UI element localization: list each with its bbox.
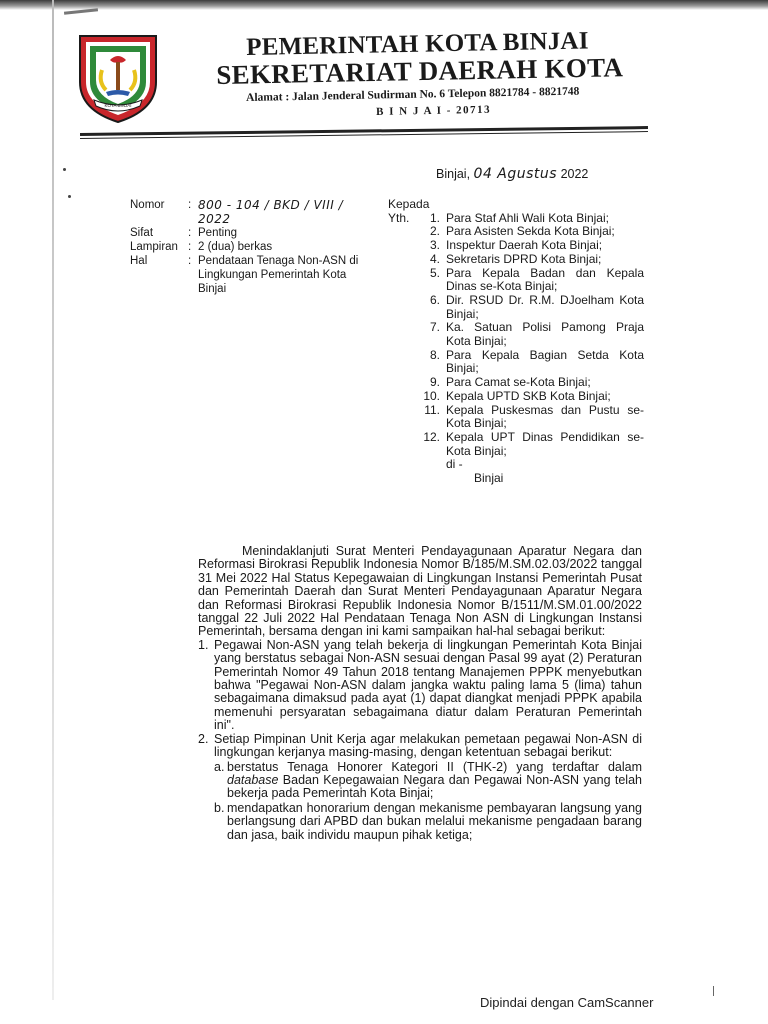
- meta-key: Lampiran: [130, 241, 178, 253]
- recipient-text: Inspektur Daerah Kota Binjai;: [446, 238, 603, 253]
- page-left-shadow: [52, 0, 54, 1000]
- recipient-list: [388, 198, 644, 486]
- letterhead-address: Alamat : Jalan Jenderal Sudirman No. 6 Telepon 8821784 - 8821748: [246, 85, 580, 104]
- recipient-text: Kepala UPTD SKB Kota Binjai;: [446, 388, 611, 403]
- recipient-header: Kepada: [388, 197, 430, 211]
- point-number: 1.: [198, 637, 209, 652]
- list-item: [388, 253, 644, 267]
- sub-text-italic: database: [227, 772, 279, 787]
- point-text: Setiap Pimpinan Unit Kerja agar melakukan pemetaan pegawai Non-ASN di lingkungan kerjanya masing-masing, dengan ketentuan sebagai berikut:: [214, 731, 642, 760]
- meta-sep: :: [188, 241, 192, 253]
- recipient-num: 4.: [429, 251, 440, 266]
- recipient-text: Sekretaris DPRD Kota Binjai;: [446, 251, 602, 266]
- sub-point-b: [214, 802, 642, 842]
- meta-value-sifat: Penting: [198, 227, 238, 239]
- date-place: Binjai,: [436, 167, 471, 181]
- meta-sep: :: [188, 255, 192, 267]
- sub-text: mendapatkan honorarium dengan mekanisme pembayaran langsung yang berlangsung dari APBD dan bukan melalui mekanisme pengadaan barang dan jasa, baik individu maupun pihak ketiga;: [227, 800, 642, 842]
- scan-speck: [68, 195, 71, 198]
- list-item: [388, 225, 644, 239]
- meta-key: Hal: [130, 255, 148, 267]
- meta-row-lampiran: [130, 240, 380, 254]
- meta-value-lampiran: 2 (dua) berkas: [198, 241, 273, 253]
- meta-row-hal: [130, 254, 380, 296]
- sub-letter: a.: [214, 759, 225, 774]
- recipient-num: 3.: [429, 238, 440, 253]
- list-item: [388, 267, 644, 294]
- recipient-yth: Yth.: [388, 210, 410, 225]
- recipient-num: 6.: [429, 292, 440, 307]
- list-item: [388, 404, 644, 431]
- recipient-num: 10.: [423, 388, 440, 403]
- logo-ribbon-text: KOTA BINJAI: [104, 103, 132, 108]
- recipient-text: Para Staf Ahli Wali Kota Binjai;: [446, 210, 609, 225]
- list-item: [388, 376, 644, 390]
- recipient-text: Para Asisten Sekda Kota Binjai;: [446, 224, 615, 239]
- recipient-text: Kepala Puskesmas dan Pustu se-Kota Binjai;: [446, 402, 644, 431]
- recipient-text: Para Kepala Bagian Setda Kota Binjai;: [446, 347, 644, 376]
- scan-speck: [63, 168, 66, 171]
- meta-value-nomor: 800 - 104 / BKD / VIII / 2022: [198, 198, 344, 226]
- recipient-text: Ka. Satuan Polisi Pamong Praja Kota Binjai;: [446, 320, 644, 349]
- recipient-text: Dir. RSUD Dr. R.M. DJoelham Kota Binjai;: [446, 292, 644, 321]
- recipient-city: Binjai: [474, 471, 504, 486]
- recipient-num: 7.: [429, 320, 440, 335]
- date-year: 2022: [560, 167, 589, 181]
- sub-text-post: Badan Kepegawaian Negara dan Pegawai Non-ASN yang telah bekerja pada Pemerintah Kota Binjai;: [227, 772, 642, 801]
- list-item: [388, 349, 644, 376]
- recipient-di: di -: [446, 457, 463, 472]
- meta-row-sifat: [130, 226, 380, 240]
- sub-letter: b.: [214, 800, 225, 815]
- meta-key: Nomor: [130, 199, 165, 211]
- letterhead-city: B I N J A I - 20713: [376, 103, 492, 118]
- meta-value-hal: Pendataan Tenaga Non-ASN di Lingkungan Pemerintah Kota Binjai: [198, 255, 359, 295]
- letter-date: [436, 166, 588, 182]
- list-item: [388, 212, 644, 226]
- recipient-text: Para Camat se-Kota Binjai;: [446, 375, 591, 390]
- list-item: [388, 239, 644, 253]
- recipient-num: 2.: [429, 224, 440, 239]
- body-intro: Menindaklanjuti Surat Menteri Pendayagunaan Aparatur Negara dan Reformasi Birokrasi Republik Indonesia Nomor B/185/M.SM.02.03/2022 tanggal 31 Mei 2022 Hal Status Kepegawaian di Lingkungan Instansi Pemerintah Pusat dan Pemerintah Daerah dan Surat Menteri Pendayagunaan Aparatur Negara dan Reformasi Birokrasi Republik Indonesia Nomor B/1511/M.SM.01.00/2022 tanggal 22 Juli 2022 Hal Pendataan Tenaga Non ASN di Lingkungan Instansi Pemerintah, bersama dengan ini kami sampaikan hal-hal sebagai berikut:: [198, 544, 642, 639]
- body-point-1: [198, 639, 642, 733]
- point-content: [214, 733, 642, 842]
- date-handwritten: 04 Agustus: [473, 166, 558, 182]
- list-item: [388, 321, 644, 348]
- meta-sep: :: [188, 227, 192, 239]
- camscanner-watermark: Dipindai dengan CamScanner: [480, 995, 654, 1010]
- sub-text: [227, 761, 642, 801]
- letterhead-line2: SEKRETARIAT DAERAH KOTA: [216, 52, 624, 90]
- letter-body: [198, 545, 642, 842]
- meta-key: Sifat: [130, 227, 154, 239]
- sub-point-a: [214, 761, 642, 801]
- point-text: Pegawai Non-ASN yang telah bekerja di lingkungan Pemerintah Kota Binjai yang berstatus sebagai Non-ASN sesuai dengan Pasal 99 ayat (2) Peraturan Pemerintah Nomor 49 Tahun 2018 tentang Manajemen PPPK menyebutkan bahwa "Pegawai Non-ASN dalam jangka waktu paling lama 5 (lima) tahun sebagaimana dimaksud pada ayat (1) dapat diangkat menjadi PPPK apabila memenuhi persyaratan sebagaimana diatur dalam Peraturan Pemerintah ini".: [214, 637, 642, 733]
- recipient-text: Para Kepala Badan dan Kepala Dinas se-Kota Binjai;: [446, 265, 644, 294]
- recipient-num: 1.: [429, 210, 440, 225]
- recipient-num: 5.: [429, 265, 440, 280]
- recipient-num: 8.: [429, 347, 440, 362]
- list-item: [388, 390, 644, 404]
- recipient-text: Kepala UPT Dinas Pendidikan se-Kota Binjai;: [446, 429, 644, 458]
- scan-top-edge: [0, 0, 768, 10]
- scan-edge-mark: [713, 986, 714, 996]
- city-crest-logo-icon: [76, 30, 160, 124]
- recipient-num: 12.: [423, 429, 440, 444]
- list-item: [388, 431, 644, 458]
- recipient-num: 9.: [429, 375, 440, 390]
- meta-sep: :: [188, 199, 192, 211]
- point-number: 2.: [198, 731, 209, 746]
- letter-meta: [130, 198, 380, 296]
- list-item: [388, 294, 644, 321]
- letterhead-line1: PEMERINTAH KOTA BINJAI: [246, 27, 589, 61]
- sub-text-pre: berstatus Tenaga Honorer Kategori II (THK-2) yang terdaftar dalam: [227, 759, 642, 774]
- meta-row-nomor: [130, 198, 380, 226]
- body-point-2: [198, 733, 642, 842]
- recipient-num: 11.: [424, 402, 440, 417]
